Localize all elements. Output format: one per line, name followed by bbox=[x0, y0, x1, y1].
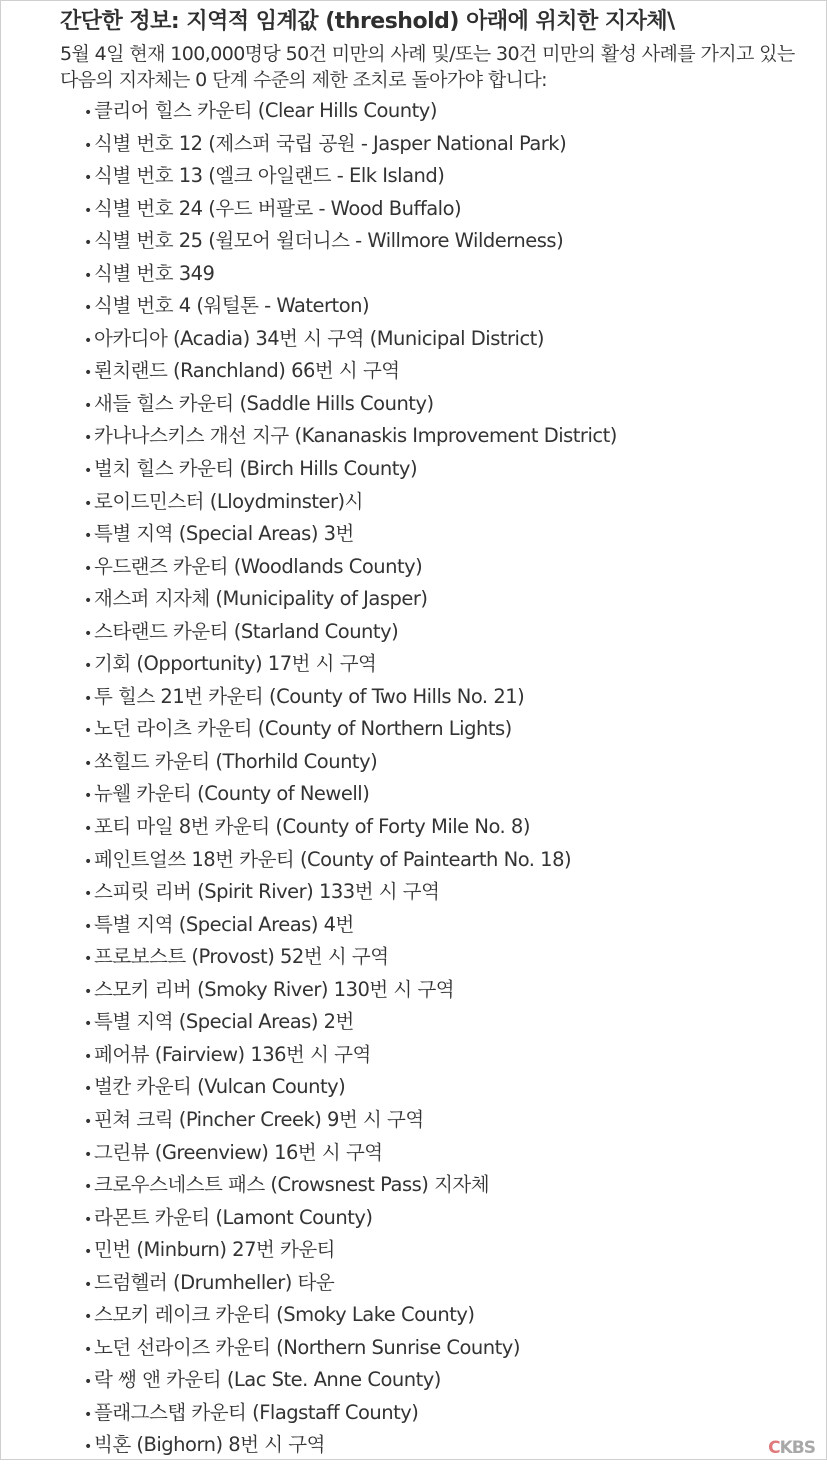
bullet-icon: • bbox=[84, 755, 92, 772]
list-item-label: 특별 지역 (Special Areas) 4번 bbox=[94, 912, 354, 936]
bullet-icon: • bbox=[84, 528, 92, 545]
list-item bbox=[84, 453, 617, 486]
list-item-label: 식별 번호 24 (우드 버팔로 - Wood Buffalo) bbox=[94, 196, 462, 220]
bullet-icon: • bbox=[84, 430, 92, 447]
list-item bbox=[84, 648, 617, 681]
list-item-label: 노던 선라이즈 카운티 (Northern Sunrise County) bbox=[94, 1335, 520, 1359]
page-title: 간단한 정보: 지역적 임계값 (threshold) 아래에 위치한 지자체\ bbox=[60, 9, 675, 34]
bullet-icon: • bbox=[84, 365, 92, 382]
bullet-icon: • bbox=[84, 853, 92, 870]
list-item-label: 식별 번호 13 (엘크 아일랜드 - Elk Island) bbox=[94, 164, 445, 188]
list-item-label: 페인트얼쓰 18번 카운티 (County of Paintearth No. 18) bbox=[94, 847, 572, 871]
bullet-icon: • bbox=[84, 137, 92, 154]
list-item-label: 식별 번호 349 bbox=[94, 261, 215, 285]
list-item bbox=[84, 518, 617, 551]
list-item bbox=[84, 1429, 617, 1462]
bullet-icon: • bbox=[84, 1211, 92, 1228]
list-item-label: 특별 지역 (Special Areas) 3번 bbox=[94, 522, 354, 546]
municipality-list bbox=[84, 95, 617, 1462]
list-item-label: 아카디아 (Acadia) 34번 시 구역 (Municipal District) bbox=[94, 326, 544, 350]
bullet-icon: • bbox=[84, 1374, 92, 1391]
list-item-label: 드럼헬러 (Drumheller) 타운 bbox=[94, 1270, 335, 1294]
bullet-icon: • bbox=[84, 1048, 92, 1065]
list-item bbox=[84, 909, 617, 942]
list-item-label: 클리어 힐스 카운티 (Clear Hills County) bbox=[94, 99, 437, 122]
bullet-icon: • bbox=[84, 332, 92, 349]
list-item bbox=[84, 1006, 617, 1039]
list-item-label: 재스퍼 지자체 (Municipality of Jasper) bbox=[94, 587, 428, 611]
list-item bbox=[84, 355, 617, 388]
list-item bbox=[84, 1169, 617, 1202]
logo-c: C bbox=[768, 1438, 780, 1458]
list-item bbox=[84, 388, 617, 421]
bullet-icon: • bbox=[84, 1341, 92, 1358]
kbs-logo bbox=[768, 1438, 815, 1458]
list-item-label: 쏘힐드 카운티 (Thorhild County) bbox=[94, 749, 378, 773]
list-item-label: 로이드민스터 (Lloydminster)시 bbox=[94, 489, 363, 513]
bullet-icon: • bbox=[84, 951, 92, 968]
list-item bbox=[84, 778, 617, 811]
list-item-label: 크로우스네스트 패스 (Crowsnest Pass) 지자체 bbox=[94, 1173, 490, 1197]
bullet-icon: • bbox=[84, 1309, 92, 1326]
logo-kbs: KBS bbox=[779, 1438, 815, 1458]
bullet-icon: • bbox=[84, 1276, 92, 1293]
list-item-label: 핀쳐 크릭 (Pincher Creek) 9번 시 구역 bbox=[94, 1107, 424, 1131]
list-item bbox=[84, 876, 617, 909]
list-item-label: 그린뷰 (Greenview) 16번 시 구역 bbox=[94, 1140, 383, 1164]
list-item-label: 프로보스트 (Provost) 52번 시 구역 bbox=[94, 945, 389, 969]
list-item-label: 우드랜즈 카운티 (Woodlands County) bbox=[94, 554, 423, 578]
list-item bbox=[84, 844, 617, 877]
bullet-icon: • bbox=[84, 625, 92, 642]
list-item-label: 식별 번호 25 (윌모어 윌더니스 - Willmore Wilderness) bbox=[94, 229, 564, 253]
list-item bbox=[84, 290, 617, 323]
bullet-icon: • bbox=[84, 560, 92, 577]
bullet-icon: • bbox=[84, 495, 92, 512]
bullet-icon: • bbox=[84, 267, 92, 284]
bullet-icon: • bbox=[84, 983, 92, 1000]
list-item-label: 민번 (Minburn) 27번 카운티 bbox=[94, 1238, 336, 1262]
list-item bbox=[84, 1137, 617, 1170]
list-item-label: 빅혼 (Bighorn) 8번 시 구역 bbox=[94, 1433, 325, 1457]
bullet-icon: • bbox=[84, 1016, 92, 1033]
list-item-label: 노던 라이츠 카운티 (County of Northern Lights) bbox=[94, 717, 512, 741]
bullet-icon: • bbox=[84, 918, 92, 935]
list-item bbox=[84, 681, 617, 714]
list-item bbox=[84, 941, 617, 974]
list-item bbox=[84, 583, 617, 616]
list-item-label: 카나나스키스 개선 지구 (Kananaskis Improvement District) bbox=[94, 424, 617, 448]
list-item bbox=[84, 225, 617, 258]
bullet-icon: • bbox=[84, 690, 92, 707]
list-item bbox=[84, 258, 617, 291]
list-item bbox=[84, 1104, 617, 1137]
bullet-icon: • bbox=[84, 1146, 92, 1163]
list-item bbox=[84, 160, 617, 193]
list-item bbox=[84, 95, 617, 128]
list-item bbox=[84, 616, 617, 649]
list-item-label: 식별 번호 12 (제스퍼 국립 공원 - Jasper National Park) bbox=[94, 131, 567, 155]
bullet-icon: • bbox=[84, 1081, 92, 1098]
list-item bbox=[84, 193, 617, 226]
list-item bbox=[84, 1039, 617, 1072]
list-item bbox=[84, 1202, 617, 1235]
list-item-label: 새들 힐스 카운티 (Saddle Hills County) bbox=[94, 391, 434, 415]
list-item bbox=[84, 811, 617, 844]
bullet-icon: • bbox=[84, 300, 92, 317]
bullet-icon: • bbox=[84, 1244, 92, 1261]
list-item-label: 페어뷰 (Fairview) 136번 시 구역 bbox=[94, 1042, 371, 1066]
list-item bbox=[84, 1397, 617, 1430]
list-item bbox=[84, 974, 617, 1007]
bullet-icon: • bbox=[84, 202, 92, 219]
list-item bbox=[84, 323, 617, 356]
bullet-icon: • bbox=[84, 821, 92, 838]
list-item bbox=[84, 1071, 617, 1104]
bullet-icon: • bbox=[84, 463, 92, 480]
bullet-icon: • bbox=[84, 658, 92, 675]
list-item bbox=[84, 1299, 617, 1332]
list-item-label: 스타랜드 카운티 (Starland County) bbox=[94, 619, 399, 643]
list-item-label: 스모키 레이크 카운티 (Smoky Lake County) bbox=[94, 1303, 475, 1327]
bullet-icon: • bbox=[84, 593, 92, 610]
bullet-icon: • bbox=[84, 723, 92, 740]
list-item-label: 벌치 힐스 카운티 (Birch Hills County) bbox=[94, 457, 418, 481]
list-item-label: 스피릿 리버 (Spirit River) 133번 시 구역 bbox=[94, 880, 440, 904]
bullet-icon: • bbox=[84, 105, 92, 121]
list-item bbox=[84, 713, 617, 746]
list-item-label: 기회 (Opportunity) 17번 시 구역 bbox=[94, 652, 377, 676]
bullet-icon: • bbox=[84, 1179, 92, 1196]
list-item bbox=[84, 1364, 617, 1397]
list-item-label: 특별 지역 (Special Areas) 2번 bbox=[94, 1010, 354, 1034]
list-item-label: 스모키 리버 (Smoky River) 130번 시 구역 bbox=[94, 977, 455, 1001]
bullet-icon: • bbox=[84, 886, 92, 903]
list-item bbox=[84, 420, 617, 453]
list-item bbox=[84, 1234, 617, 1267]
list-item bbox=[84, 551, 617, 584]
list-item bbox=[84, 486, 617, 519]
list-item-label: 식별 번호 4 (워털톤 - Waterton) bbox=[94, 294, 370, 318]
list-item bbox=[84, 128, 617, 161]
list-item-label: 뢴치랜드 (Ranchland) 66번 시 구역 bbox=[94, 359, 400, 383]
list-item bbox=[84, 1267, 617, 1300]
list-item-label: 락 쌩 앤 카운티 (Lac Ste. Anne County) bbox=[94, 1368, 441, 1392]
list-item-label: 벌칸 카운티 (Vulcan County) bbox=[94, 1075, 346, 1099]
list-item-label: 뉴웰 카운티 (County of Newell) bbox=[94, 782, 370, 806]
list-item-label: 투 힐스 21번 카운티 (County of Two Hills No. 21) bbox=[94, 684, 525, 708]
bullet-icon: • bbox=[84, 1406, 92, 1423]
bullet-icon: • bbox=[84, 1113, 92, 1130]
list-item-label: 라몬트 카운티 (Lamont County) bbox=[94, 1205, 373, 1229]
bullet-icon: • bbox=[84, 235, 92, 252]
intro-paragraph: 5월 4일 현재 100,000명당 50건 미만의 사례 및/또는 30건 미만의 활성 사례를 가지고 있는 다음의 지자체는 0 단계 수준의 제한 조치로 돌아가야 합니다: bbox=[60, 43, 795, 91]
bullet-icon: • bbox=[84, 397, 92, 414]
list-item bbox=[84, 746, 617, 779]
bullet-icon: • bbox=[84, 1439, 92, 1456]
bullet-icon: • bbox=[84, 170, 92, 187]
list-item bbox=[84, 1332, 617, 1365]
list-item-label: 플래그스탭 카운티 (Flagstaff County) bbox=[94, 1400, 419, 1424]
bullet-icon: • bbox=[84, 788, 92, 805]
list-item-label: 포티 마일 8번 카운티 (County of Forty Mile No. 8) bbox=[94, 815, 530, 839]
